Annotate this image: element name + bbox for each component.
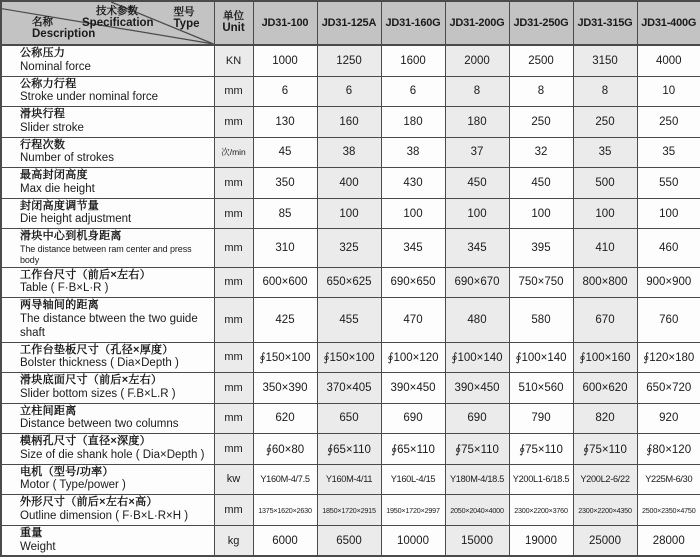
header-unit-cell (214, 1, 253, 45)
header-name-cn: 名称 (32, 15, 53, 28)
value-cell: 25000 (573, 525, 637, 556)
row-label-en: Slider bottom sizes ( F.B×L.R ) (20, 387, 176, 400)
row-unit-cell: kw (214, 464, 253, 495)
row-label-cn: 公称力行程 (20, 77, 77, 90)
header-model-cell: JD31-100 (253, 1, 317, 45)
value-cell: 2300×2200×3760 (509, 495, 573, 526)
row-unit-cell: mm (214, 267, 253, 298)
row-label-cn: 电机（型号/功率） (20, 465, 114, 478)
value-cell: 6500 (317, 525, 381, 556)
row-label-cn: 立柱间距离 (20, 404, 77, 417)
table-row (1, 267, 700, 298)
row-label-cn: 最高封闭高度 (20, 169, 88, 182)
value-cell: 600×620 (573, 373, 637, 404)
value-cell: Y200L2-6/22 (573, 464, 637, 495)
value-cell: 900×900 (637, 267, 700, 298)
value-cell: 2500 (509, 45, 573, 76)
row-label-cell (1, 373, 214, 404)
row-unit-cell: mm (214, 373, 253, 404)
value-cell: 100 (509, 198, 573, 229)
value-cell: 760 (637, 298, 700, 342)
value-cell: Y160M-4/7.5 (253, 464, 317, 495)
value-cell: 650×720 (637, 373, 700, 404)
value-cell: ∮120×180 (637, 342, 700, 373)
value-cell: ∮65×110 (317, 434, 381, 465)
value-cell: 100 (637, 198, 700, 229)
row-unit-cell: mm (214, 495, 253, 526)
value-cell: 690×670 (445, 267, 509, 298)
value-cell: 450 (445, 168, 509, 199)
value-cell: ∮150×100 (253, 342, 317, 373)
table-row (1, 45, 700, 76)
row-unit-cell: 次/min (214, 137, 253, 168)
row-unit-cell: mm (214, 168, 253, 199)
value-cell: ∮100×140 (445, 342, 509, 373)
value-cell: 250 (573, 107, 637, 138)
value-cell: 690 (381, 403, 445, 434)
row-unit-cell: mm (214, 76, 253, 107)
value-cell: 425 (253, 298, 317, 342)
value-cell: 510×560 (509, 373, 573, 404)
value-cell: 180 (445, 107, 509, 138)
value-cell: 100 (317, 198, 381, 229)
value-cell: 100 (573, 198, 637, 229)
table-row (1, 403, 700, 434)
spec-table-body (1, 45, 700, 556)
value-cell: 1000 (253, 45, 317, 76)
value-cell: 35 (573, 137, 637, 168)
value-cell: 2500×2350×4750 (637, 495, 700, 526)
table-row (1, 168, 700, 199)
value-cell: 600×600 (253, 267, 317, 298)
row-label-cell (1, 137, 214, 168)
row-label-cell (1, 107, 214, 138)
row-label-cn: 滑块行程 (20, 108, 66, 121)
value-cell: Y200L1-6/18.5 (509, 464, 573, 495)
value-cell: 35 (637, 137, 700, 168)
row-label-en: Stroke under nominal force (20, 91, 159, 104)
table-row (1, 495, 700, 526)
table-row (1, 298, 700, 342)
value-cell: 350 (253, 168, 317, 199)
row-label-en: The distance between ram center and press body (20, 244, 192, 265)
value-cell: 8 (445, 76, 509, 107)
value-cell: 1600 (381, 45, 445, 76)
value-cell: 19000 (509, 525, 573, 556)
value-cell: 620 (253, 403, 317, 434)
value-cell: 10000 (381, 525, 445, 556)
value-cell: Y225M-6/30 (637, 464, 700, 495)
table-row (1, 525, 700, 556)
header-name-label (32, 16, 95, 41)
row-label-en: Motor ( Type/power ) (20, 479, 126, 492)
value-cell: 2000 (445, 45, 509, 76)
value-cell: 390×450 (381, 373, 445, 404)
value-cell: 820 (573, 403, 637, 434)
value-cell: 15000 (445, 525, 509, 556)
row-label-en: Distance between two columns (20, 418, 179, 431)
table-row (1, 342, 700, 373)
value-cell: ∮150×100 (317, 342, 381, 373)
value-cell: 395 (509, 229, 573, 267)
value-cell: 410 (573, 229, 637, 267)
header-model-cell: JD31-400G (637, 1, 700, 45)
value-cell: 85 (253, 198, 317, 229)
value-cell: Y180M-4/18.5 (445, 464, 509, 495)
row-unit-cell: mm (214, 403, 253, 434)
value-cell: 4000 (637, 45, 700, 76)
table-row (1, 434, 700, 465)
row-unit-cell: mm (214, 198, 253, 229)
row-label-cell (1, 198, 214, 229)
header-spec-cn: 技术参数 (96, 5, 138, 17)
row-label-cell (1, 403, 214, 434)
value-cell: 1850×1720×2915 (317, 495, 381, 526)
row-label-cell (1, 168, 214, 199)
header-unit-cn: 单位 (223, 10, 244, 23)
header-type-en: Type (173, 18, 200, 31)
value-cell: 28000 (637, 525, 700, 556)
value-cell: ∮100×160 (573, 342, 637, 373)
row-label-en: Weight (20, 540, 56, 553)
value-cell: 470 (381, 298, 445, 342)
table-row (1, 229, 700, 267)
value-cell: 345 (445, 229, 509, 267)
value-cell: 160 (317, 107, 381, 138)
row-unit-cell: kg (214, 525, 253, 556)
value-cell: 390×450 (445, 373, 509, 404)
table-row (1, 107, 700, 138)
value-cell: 2050×2040×4000 (445, 495, 509, 526)
row-unit-cell: mm (214, 298, 253, 342)
row-unit-cell: mm (214, 107, 253, 138)
value-cell: 180 (381, 107, 445, 138)
value-cell: ∮60×80 (253, 434, 317, 465)
value-cell: 10 (637, 76, 700, 107)
value-cell: 550 (637, 168, 700, 199)
value-cell: 690×650 (381, 267, 445, 298)
table-header (1, 1, 700, 45)
value-cell: 920 (637, 403, 700, 434)
value-cell: 400 (317, 168, 381, 199)
row-label-cell (1, 525, 214, 556)
row-label-cell (1, 495, 214, 526)
value-cell: 455 (317, 298, 381, 342)
row-unit-cell: mm (214, 434, 253, 465)
value-cell: 325 (317, 229, 381, 267)
value-cell: 6 (381, 76, 445, 107)
row-label-cn: 滑块底面尺寸（前后×左右） (20, 374, 163, 387)
value-cell: 2300×2200×4350 (573, 495, 637, 526)
header-type-label (174, 6, 200, 31)
value-cell: 45 (253, 137, 317, 168)
value-cell: ∮75×110 (445, 434, 509, 465)
header-model-cell: JD31-200G (445, 1, 509, 45)
value-cell: 480 (445, 298, 509, 342)
row-label-cn: 公称压力 (20, 47, 66, 59)
value-cell: 690 (445, 403, 509, 434)
value-cell: 750×750 (509, 267, 573, 298)
row-label-cell (1, 342, 214, 373)
value-cell: 6 (253, 76, 317, 107)
value-cell: 1250 (317, 45, 381, 76)
row-label-cell (1, 464, 214, 495)
value-cell: 250 (509, 107, 573, 138)
table-row (1, 137, 700, 168)
value-cell: ∮65×110 (381, 434, 445, 465)
value-cell: 100 (445, 198, 509, 229)
value-cell: 8 (509, 76, 573, 107)
value-cell: 38 (317, 137, 381, 168)
row-label-cell (1, 298, 214, 342)
header-name-en: Description (32, 27, 96, 40)
row-label-cell (1, 45, 214, 76)
row-label-en: Max die height (20, 182, 95, 195)
row-label-cell (1, 434, 214, 465)
header-row (1, 1, 700, 45)
row-unit-cell: KN (214, 45, 253, 76)
table-row (1, 198, 700, 229)
row-label-cn: 工作台垫板尺寸（孔径×厚度） (20, 343, 174, 356)
value-cell: 460 (637, 229, 700, 267)
value-cell: 8 (573, 76, 637, 107)
row-unit-cell: mm (214, 229, 253, 267)
row-label-cn: 封闭高度调节量 (20, 199, 100, 212)
value-cell: 6000 (253, 525, 317, 556)
header-spec-en: Specification (82, 17, 154, 30)
header-unit-en: Unit (222, 22, 245, 35)
row-label-cn: 外形尺寸（前后×左右×高） (20, 496, 158, 509)
row-label-cell (1, 229, 214, 267)
value-cell: 3150 (573, 45, 637, 76)
row-label-en: Bolster thickness ( Dia×Depth ) (20, 357, 179, 370)
value-cell: 350×390 (253, 373, 317, 404)
row-label-en: Outline dimension ( F·B×L·R×H ) (20, 510, 189, 522)
value-cell: 250 (637, 107, 700, 138)
value-cell: 370×405 (317, 373, 381, 404)
row-label-cn: 两导轴间的距离 (20, 299, 100, 312)
table-row (1, 464, 700, 495)
value-cell: ∮80×120 (637, 434, 700, 465)
value-cell: 130 (253, 107, 317, 138)
header-model-cell: JD31-125A (317, 1, 381, 45)
value-cell: 800×800 (573, 267, 637, 298)
value-cell: 100 (381, 198, 445, 229)
row-label-cn: 行程次数 (20, 138, 66, 151)
value-cell: 670 (573, 298, 637, 342)
row-label-en: Slider stroke (20, 121, 84, 134)
row-label-cn: 重量 (20, 526, 43, 539)
row-label-en: Table ( F·B×L·R ) (20, 282, 109, 295)
value-cell: 38 (381, 137, 445, 168)
row-label-en: Number of strokes (20, 152, 114, 165)
value-cell: 650 (317, 403, 381, 434)
value-cell: 500 (573, 168, 637, 199)
value-cell: 345 (381, 229, 445, 267)
value-cell: ∮75×110 (573, 434, 637, 465)
row-label-en: Nominal force (20, 60, 91, 73)
header-model-cell: JD31-160G (381, 1, 445, 45)
value-cell: Y160M-4/11 (317, 464, 381, 495)
row-label-en: The distance btween the two guide shaft (20, 312, 198, 339)
table-row (1, 76, 700, 107)
value-cell: 32 (509, 137, 573, 168)
row-label-en: Size of die shank hole ( Dia×Depth ) (20, 448, 205, 461)
value-cell: 580 (509, 298, 573, 342)
value-cell: ∮75×110 (509, 434, 573, 465)
row-unit-cell: mm (214, 342, 253, 373)
value-cell: 310 (253, 229, 317, 267)
row-label-en: Die height adjustment (20, 213, 132, 226)
value-cell: 1375×1620×2630 (253, 495, 317, 526)
row-label-cn: 工作台尺寸（前后×左右） (20, 268, 152, 281)
value-cell: 650×625 (317, 267, 381, 298)
row-label-cell (1, 76, 214, 107)
value-cell: 37 (445, 137, 509, 168)
value-cell: 790 (509, 403, 573, 434)
header-corner-cell (1, 1, 214, 45)
value-cell: 6 (317, 76, 381, 107)
value-cell: 1950×1720×2997 (381, 495, 445, 526)
value-cell: 430 (381, 168, 445, 199)
row-label-cn: 滑块中心到机身距离 (20, 230, 122, 243)
row-label-cell (1, 267, 214, 298)
value-cell: 450 (509, 168, 573, 199)
header-model-cell: JD31-250G (509, 1, 573, 45)
row-label-cn: 模柄孔尺寸（直径×深度） (20, 435, 152, 448)
value-cell: Y160L-4/15 (381, 464, 445, 495)
header-type-cn: 型号 (173, 6, 195, 18)
value-cell: ∮100×140 (509, 342, 573, 373)
value-cell: ∮100×120 (381, 342, 445, 373)
header-model-cell: JD31-315G (573, 1, 637, 45)
table-row (1, 373, 700, 404)
